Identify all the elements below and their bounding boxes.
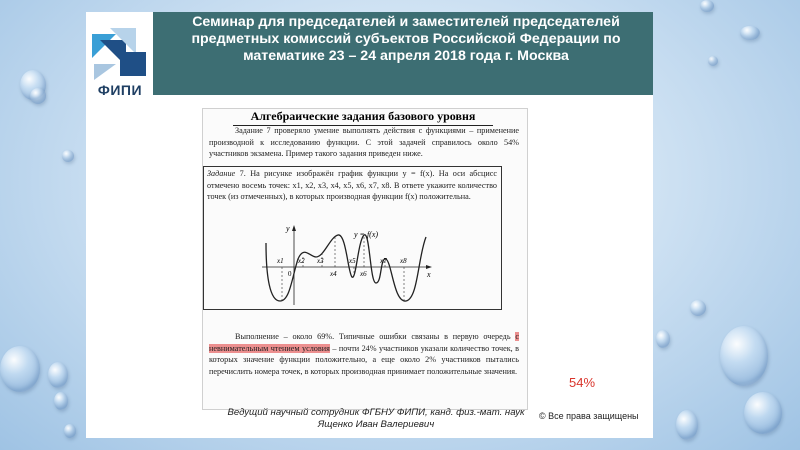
document-heading: Алгебраические задания базового уровня	[233, 109, 493, 126]
stat-value: 54%	[569, 375, 596, 390]
result-paragraph: Выполнение – около 69%. Типичные ошибки связаны в первую очередь с невнимательным чтением условия – почти 24% участников указали количество точек, в которых значение функции положительно, а еще около 2% участников пытались перечислить номера точек, в которых производная принимает положительные значения.	[209, 332, 520, 376]
function-graph	[204, 217, 501, 307]
water-drop	[708, 56, 718, 66]
point-label: x1	[277, 257, 284, 265]
task-label: Задание	[207, 169, 236, 178]
x-axis-arrow-icon	[426, 265, 432, 269]
x-axis-label: x	[427, 270, 431, 279]
slide-title: Семинар для председателей и заместителей председателей предметных комиссий субъектов Российской Федерации по математике 23 – 24 апреля 2018 года г. Москва	[191, 14, 621, 64]
fipi-logo	[86, 12, 153, 108]
water-drop	[0, 346, 40, 392]
water-drop	[30, 88, 46, 104]
logo-mark-icon	[86, 12, 153, 82]
logo-text: ФИПИ	[97, 82, 143, 98]
slide-header	[86, 12, 653, 95]
point-label: x3	[317, 257, 324, 265]
footer-author	[216, 407, 536, 431]
water-drop	[740, 26, 760, 40]
water-drop	[48, 362, 68, 388]
task-box	[203, 166, 502, 310]
slide	[86, 12, 653, 438]
y-axis-label: y	[286, 224, 290, 233]
function-label: y = f(x)	[354, 230, 379, 239]
task-text	[207, 168, 497, 203]
water-drop	[690, 300, 706, 316]
y-axis-arrow-icon	[292, 225, 296, 231]
point-label: x8	[400, 257, 407, 265]
point-label: x6	[360, 270, 367, 278]
footer-line-1: Ведущий научный сотрудник ФГБНУ ФИПИ, канд. физ.-мат. наук	[227, 407, 525, 418]
footer-line-2: Ященко Иван Валериевич	[317, 419, 435, 430]
point-markers	[282, 235, 404, 301]
copyright-notice: © Все права защищены	[539, 411, 639, 421]
task-number: 7.	[239, 169, 246, 178]
point-label: x7	[380, 257, 387, 265]
highlighted-phrase: с невнимательным чтением условия	[209, 332, 520, 353]
water-drop	[720, 326, 768, 386]
water-drop	[656, 330, 670, 348]
point-label: x2	[298, 257, 305, 265]
water-drop	[64, 424, 76, 438]
point-label: x5	[349, 257, 356, 265]
task-body: На рисунке изображён график функции y = f(x). На оси абсцисс отмечено восемь точек: x1, x2, x3, x4, x5, x6, x7, x8. В ответе укажите количество точек (из отмеченных), в которых производная функции f(x) положительна.	[207, 169, 498, 201]
water-drop	[676, 410, 698, 440]
water-drop	[54, 392, 68, 410]
point-label: x4	[330, 270, 337, 278]
function-curve	[266, 235, 426, 301]
origin-label: 0	[288, 270, 292, 278]
water-drop	[744, 392, 782, 434]
water-drop	[62, 150, 74, 162]
water-drop	[700, 0, 714, 12]
intro-paragraph: Задание 7 проверяло умение выполнять действия с функциями – применение производной к исследованию функции. С этой задачей справилось около 54% участников экзамена. Пример такого задания приведен ниже.	[209, 126, 519, 158]
document-scan	[202, 108, 528, 410]
